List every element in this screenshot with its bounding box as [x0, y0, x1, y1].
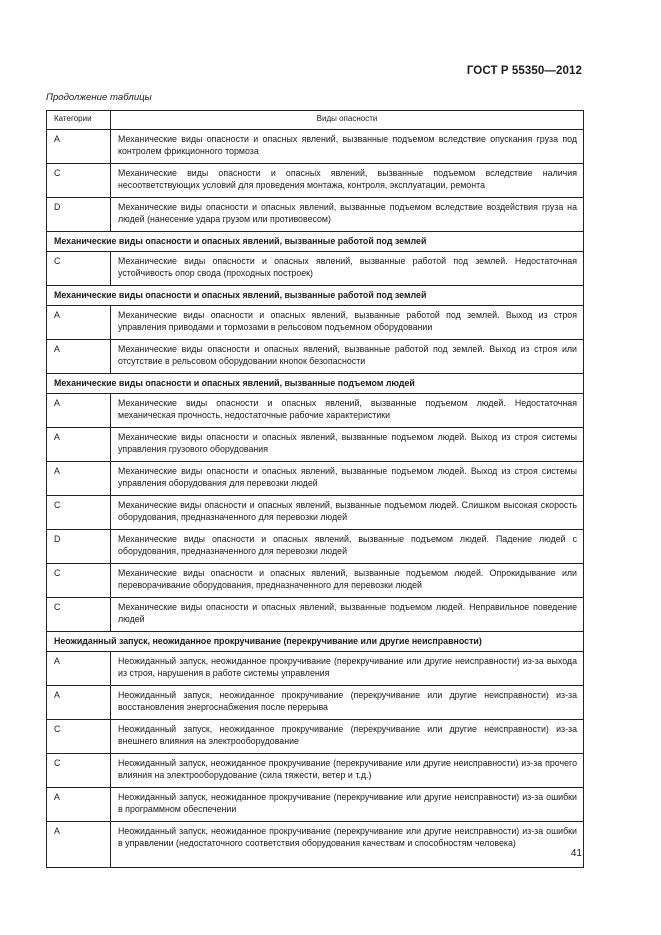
section-header-row: [47, 632, 584, 652]
page-number: 41: [570, 848, 582, 859]
section-title: Механические виды опасности и опасных явлений, вызванные работой под землей: [47, 232, 584, 252]
hazard-description-cell: Механические виды опасности и опасных явлений, вызванные подъемом людей. Выход из строя системы управления грузового оборудования: [111, 428, 584, 462]
category-cell: A: [47, 394, 111, 428]
table-header-row: [47, 111, 584, 130]
table-row: [47, 822, 584, 868]
table-row: [47, 428, 584, 462]
table-row: [47, 564, 584, 598]
hazard-description-cell: Механические виды опасности и опасных явлений, вызванные подъемом людей. Слишком высокая скорость оборудования, предназначенного для перевозки людей: [111, 496, 584, 530]
category-cell: C: [47, 754, 111, 788]
category-cell: C: [47, 720, 111, 754]
category-cell: C: [47, 496, 111, 530]
category-cell: A: [47, 462, 111, 496]
table-row: [47, 130, 584, 164]
hazard-description-cell: Механические виды опасности и опасных явлений, вызванные подъемом людей. Падение людей с оборудования, предназначенного для перевозки людей: [111, 530, 584, 564]
category-cell: C: [47, 564, 111, 598]
column-header-category: Категории: [47, 111, 111, 130]
hazard-description-cell: Неожиданный запуск, неожиданное прокручивание (перекручивание или другие неисправности) из-за ошибки в управлении (недостаточного соответствия оборудования качествам и способностям человека): [111, 822, 584, 868]
category-cell: A: [47, 686, 111, 720]
table-row: [47, 340, 584, 374]
category-cell: A: [47, 822, 111, 868]
hazard-description-cell: Неожиданный запуск, неожиданное прокручивание (перекручивание или другие неисправности) из-за выхода из строя, нарушения в работе системы управления: [111, 652, 584, 686]
hazard-description-cell: Механические виды опасности и опасных явлений, вызванные подъемом людей. Недостаточная механическая прочность, недостаточные рабочие характеристики: [111, 394, 584, 428]
column-header-hazard: Виды опасности: [111, 111, 584, 130]
hazard-description-cell: Неожиданный запуск, неожиданное прокручивание (перекручивание или другие неисправности) из-за прочего влияния на электрооборудование (сила тяжести, ветер и т.д.): [111, 754, 584, 788]
hazard-description-cell: Механические виды опасности и опасных явлений, вызванные подъемом вследствие наличия несоответствующих условий для проведения монтажа, контроля, эксплуатации, ремонта: [111, 164, 584, 198]
section-header-row: [47, 286, 584, 306]
section-title: Неожиданный запуск, неожиданное прокручивание (перекручивание или другие неисправности): [47, 632, 584, 652]
table-row: [47, 652, 584, 686]
category-cell: A: [47, 788, 111, 822]
hazard-description-cell: Механические виды опасности и опасных явлений, вызванные работой под землей. Выход из строя управления приводами и тормозами в рельсовом подъемном оборудовании: [111, 306, 584, 340]
hazard-description-cell: Механические виды опасности и опасных явлений, вызванные подъемом людей. Выход из строя системы управления оборудования для перевозки людей: [111, 462, 584, 496]
table-row: [47, 306, 584, 340]
category-cell: C: [47, 164, 111, 198]
category-cell: A: [47, 306, 111, 340]
table-row: [47, 720, 584, 754]
standard-code: ГОСТ Р 55350—2012: [466, 65, 582, 77]
category-cell: A: [47, 130, 111, 164]
table-row: [47, 198, 584, 232]
section-header-row: [47, 232, 584, 252]
hazard-description-cell: Неожиданный запуск, неожиданное прокручивание (перекручивание или другие неисправности) из-за ошибки в программном обеспечении: [111, 788, 584, 822]
table-row: [47, 462, 584, 496]
category-cell: A: [47, 340, 111, 374]
category-cell: C: [47, 252, 111, 286]
hazards-table: [46, 110, 584, 868]
category-cell: D: [47, 530, 111, 564]
hazard-description-cell: Механические виды опасности и опасных явлений, вызванные подъемом людей. Опрокидывание или переворачивание оборудования, предназначенного для перевозки людей: [111, 564, 584, 598]
hazard-description-cell: Механические виды опасности и опасных явлений, вызванные работой под землей. Недостаточная устойчивость опор свода (проходных построек): [111, 252, 584, 286]
table-row: [47, 496, 584, 530]
table-row: [47, 598, 584, 632]
section-title: Механические виды опасности и опасных явлений, вызванные подъемом людей: [47, 374, 584, 394]
table-row: [47, 686, 584, 720]
category-cell: A: [47, 652, 111, 686]
hazard-description-cell: Неожиданный запуск, неожиданное прокручивание (перекручивание или другие неисправности) из-за внешнего влияния на электрооборудование: [111, 720, 584, 754]
table-row: [47, 530, 584, 564]
category-cell: D: [47, 198, 111, 232]
hazard-description-cell: Механические виды опасности и опасных явлений, вызванные подъемом вследствие воздействия груза на людей (нанесение удара грузом или противовесом): [111, 198, 584, 232]
hazard-description-cell: Механические виды опасности и опасных явлений, вызванные работой под землей. Выход из строя или отсутствие в рельсовом оборудовании кнопок безопасности: [111, 340, 584, 374]
table-row: [47, 394, 584, 428]
table-body: [47, 130, 584, 868]
table-row: [47, 754, 584, 788]
hazard-description-cell: Механические виды опасности и опасных явлений, вызванные подъемом людей. Неправильное поведение людей: [111, 598, 584, 632]
hazard-description-cell: Механические виды опасности и опасных явлений, вызванные подъемом вследствие опускания груза под контролем фрикционного тормоза: [111, 130, 584, 164]
table-row: [47, 164, 584, 198]
section-header-row: [47, 374, 584, 394]
hazard-description-cell: Неожиданный запуск, неожиданное прокручивание (перекручивание или другие неисправности) из-за восстановления энергоснабжения после перерыва: [111, 686, 584, 720]
table-row: [47, 252, 584, 286]
category-cell: C: [47, 598, 111, 632]
table-row: [47, 788, 584, 822]
section-title: Механические виды опасности и опасных явлений, вызванные работой под землей: [47, 286, 584, 306]
category-cell: A: [47, 428, 111, 462]
table-caption: Продолжение таблицы: [46, 92, 152, 103]
